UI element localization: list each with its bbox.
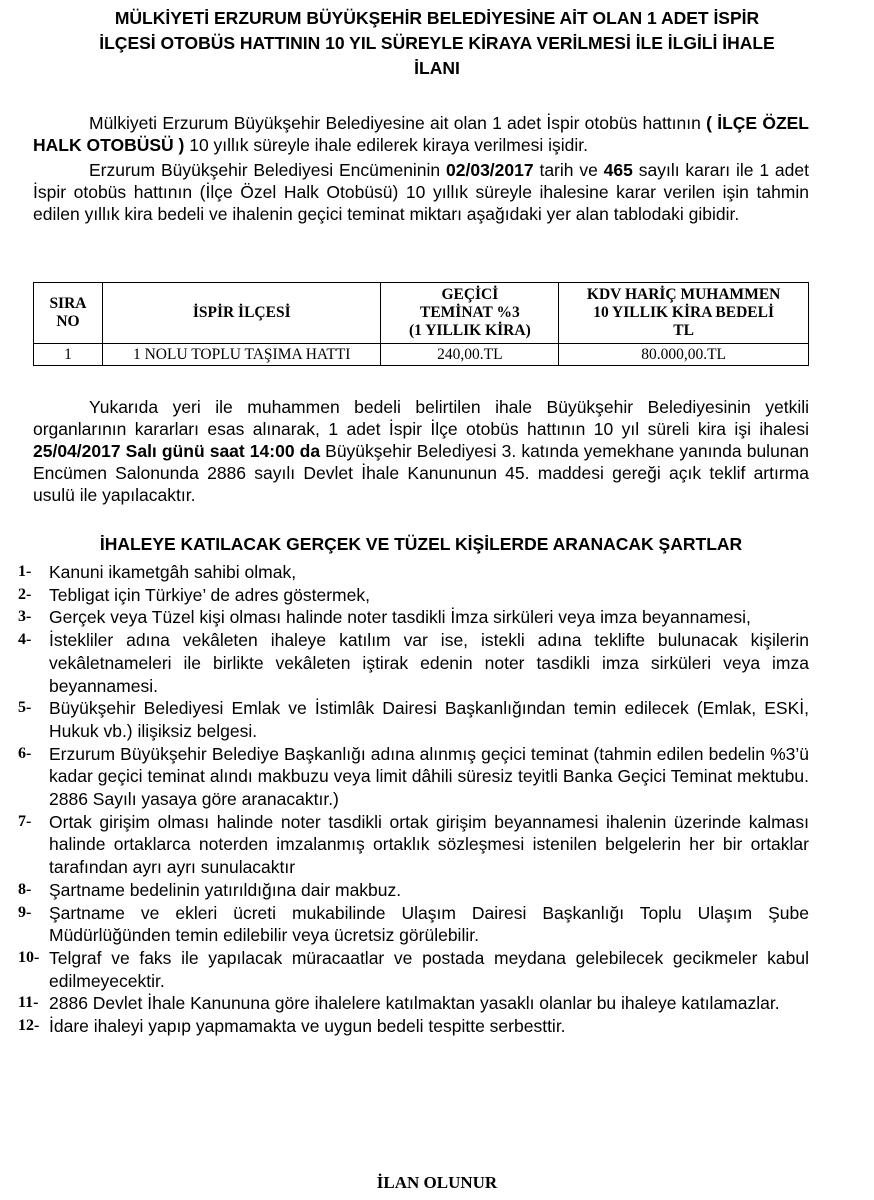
list-item xyxy=(18,697,809,742)
header-bedel-line-2: 10 YILLIK KİRA BEDELİ xyxy=(593,304,774,321)
list-item xyxy=(18,629,809,697)
body-p3-text-b: Büyükşehir Belediyesi 3. katında yemekhane yanında bulunan Encümen Salonunda 2886 sayılı Devlet İhale Kanununun 45. maddesi gereği açık teklif artırma usulü ile yapılacaktır. xyxy=(33,441,809,505)
decision-date: 02/03/2017 xyxy=(446,160,534,180)
list-item xyxy=(18,561,809,584)
item-number: 7- xyxy=(18,812,32,830)
item-text: İstekliler adına vekâleten ihaleye katılım var ise, istekli adına teklifte bulunacak kişilerin vekâletnameleri ile birlikte vekâleten iştirak edenin noter tasdikli imza sirküleri veya imza beyannamesi. xyxy=(49,630,809,696)
conditions-heading: İHALEYE KATILACAK GERÇEK VE TÜZEL KİŞİLERDE ARANACAK ŞARTLAR xyxy=(99,534,743,554)
cell-bedel: 80.000,00.TL xyxy=(559,344,809,366)
header-kira-bedeli xyxy=(559,283,809,344)
document-title xyxy=(40,6,834,81)
body-p3-text: Yukarıda yeri ile muhammen bedeli belirtilen ihale Büyükşehir Belediyesinin yetkili organlarının kararları esas alınarak, 1 adet İspir İlçe otobüs hattının 10 yıl süreli kira işi ihalesi xyxy=(33,397,809,439)
list-item xyxy=(18,584,809,607)
item-text: Kanuni ikametgâh sahibi olmak, xyxy=(49,562,297,582)
body-paragraph xyxy=(33,396,809,506)
item-text: Erzurum Büyükşehir Belediye Başkanlığı adına alınmış geçici teminat (tahmin edilen bedelin %3’ü kadar geçici teminat alındı makbuzu veya limit dâhili süresiz teyitli Banka Geçici Teminat mektubu. 2886 Sayılı yasaya göre aranacaktır.) xyxy=(49,743,809,810)
intro-p1-text: Mülkiyeti Erzurum Büyükşehir Belediyesine ait olan 1 adet İspir otobüs hattının xyxy=(89,113,701,133)
item-text: Şartname ve ekleri ücreti mukabilinde Ulaşım Dairesi Başkanlığı Toplu Ulaşım Şube Müdürlüğünden temin edilebilir veya ücretsiz görülebilir. xyxy=(49,902,809,946)
list-item xyxy=(18,879,809,902)
item-text: Ortak girişim olması halinde noter tasdikli ortak girişim beyannamesi ihalenin üzerinde kalması halinde ortaklarca noterden imzalanmış ortaklık sözleşmesi istenilen belgelerin her bir ortaklar tarafından ayrı ayrı sunulacaktır xyxy=(49,811,809,878)
list-item xyxy=(18,743,809,811)
item-number: 2- xyxy=(18,585,32,603)
title-line-3: İLANI xyxy=(414,58,460,78)
item-number: 10- xyxy=(18,948,40,966)
item-number: 8- xyxy=(18,880,32,898)
decision-number: 465 xyxy=(603,160,633,180)
item-text: 2886 Devlet İhale Kanununa göre ihalelere katılmaktan yasaklı olanlar bu ihaleye katılamazlar. xyxy=(49,993,780,1014)
item-number: 9- xyxy=(18,903,32,921)
item-text: Telgraf ve faks ile yapılacak müracaatlar ve postada meydana gelebilecek gecikmeler kabul edilmeyecektir. xyxy=(49,947,809,991)
item-number: 1- xyxy=(18,563,32,580)
header-teminat-line-1: GEÇİCİ xyxy=(441,286,499,303)
header-bedel-line-1: KDV HARİÇ MUHAMMEN xyxy=(586,286,781,303)
list-item xyxy=(18,947,809,992)
intro-p2-text: Erzurum Büyükşehir Belediyesi Encümeninin xyxy=(89,160,447,180)
conditions-list xyxy=(18,561,809,1038)
cell-ilce: 1 NOLU TOPLU TAŞIMA HATTI xyxy=(102,344,381,366)
list-item xyxy=(18,606,809,629)
tender-table xyxy=(33,282,809,366)
list-item xyxy=(18,1015,809,1038)
item-text: Gerçek veya Tüzel kişi olması halinde noter tasdikli İmza sirküleri veya imza beyannamesi, xyxy=(49,607,751,628)
item-text: Tebligat için Türkiye’ de adres göstermek, xyxy=(49,584,370,605)
list-item xyxy=(18,992,809,1015)
tender-datetime: 25/04/2017 Salı günü saat 14:00 da xyxy=(33,441,321,461)
intro-p2-text-b: tarih ve xyxy=(533,160,604,180)
item-text: İdare ihaleyi yapıp yapmamakta ve uygun bedeli tespitte serbesttir. xyxy=(49,1016,566,1037)
table-header-row xyxy=(34,283,809,344)
item-number: 12- xyxy=(18,1017,40,1035)
table-row xyxy=(34,344,809,366)
header-teminat xyxy=(381,283,559,344)
intro-p2-text-c: sayılı kararı ile 1 adet İspir otobüs hattının (İlçe Özel Halk Otobüsü) 10 yıllık süreyle ihalesine karar verilen işin tahmin edilen yıllık kira bedeli ve ihalenin geçici teminat miktarı aşağıdaki yer alan tablodaki gibidir. xyxy=(33,160,809,224)
item-number: 5- xyxy=(18,699,32,717)
header-bedel-line-3: TL xyxy=(673,322,694,339)
header-ilce: İSPİR İLÇESİ xyxy=(102,283,381,344)
cell-sira: 1 xyxy=(34,344,103,366)
header-teminat-line-2: TEMİNAT %3 xyxy=(419,304,520,321)
item-text: Şartname bedelinin yatırıldığına dair makbuz. xyxy=(49,879,402,900)
header-sira-text: SIRA NO xyxy=(49,295,87,330)
cell-teminat: 240,00.TL xyxy=(381,344,559,366)
intro-paragraph-1 xyxy=(33,112,809,156)
item-number: 6- xyxy=(18,744,32,762)
title-line-1: MÜLKİYETİ ERZURUM BÜYÜKŞEHİR BELEDİYESİNE AİT OLAN 1 ADET İSPİR xyxy=(114,8,760,28)
item-number: 4- xyxy=(18,631,32,649)
intro-p1-text-b: 10 yıllık süreyle ihale edilerek kiraya verilmesi işidir. xyxy=(184,135,588,155)
list-item xyxy=(18,811,809,879)
title-line-2: İLÇESİ OTOBÜS HATTININ 10 YIL SÜREYLE KİRAYA VERİLMESİ İLE İLGİLİ İHALE xyxy=(99,33,775,53)
intro-paragraph-2 xyxy=(33,159,809,225)
closing-statement: İLAN OLUNUR xyxy=(376,1173,498,1192)
header-sira-no xyxy=(34,283,103,344)
item-text: Büyükşehir Belediyesi Emlak ve İstimlâk Dairesi Başkanlığından temin edilecek (Emlak, ESKİ, Hukuk vb.) ilişiksiz belgesi. xyxy=(49,698,809,741)
item-number: 3- xyxy=(18,608,32,626)
item-number: 11- xyxy=(18,994,39,1012)
intro-p1-bold: ( İLÇE ÖZEL HALK OTOBÜSÜ ) xyxy=(33,113,809,155)
list-item xyxy=(18,902,809,947)
header-teminat-line-3: (1 YILLIK KİRA) xyxy=(409,322,531,339)
